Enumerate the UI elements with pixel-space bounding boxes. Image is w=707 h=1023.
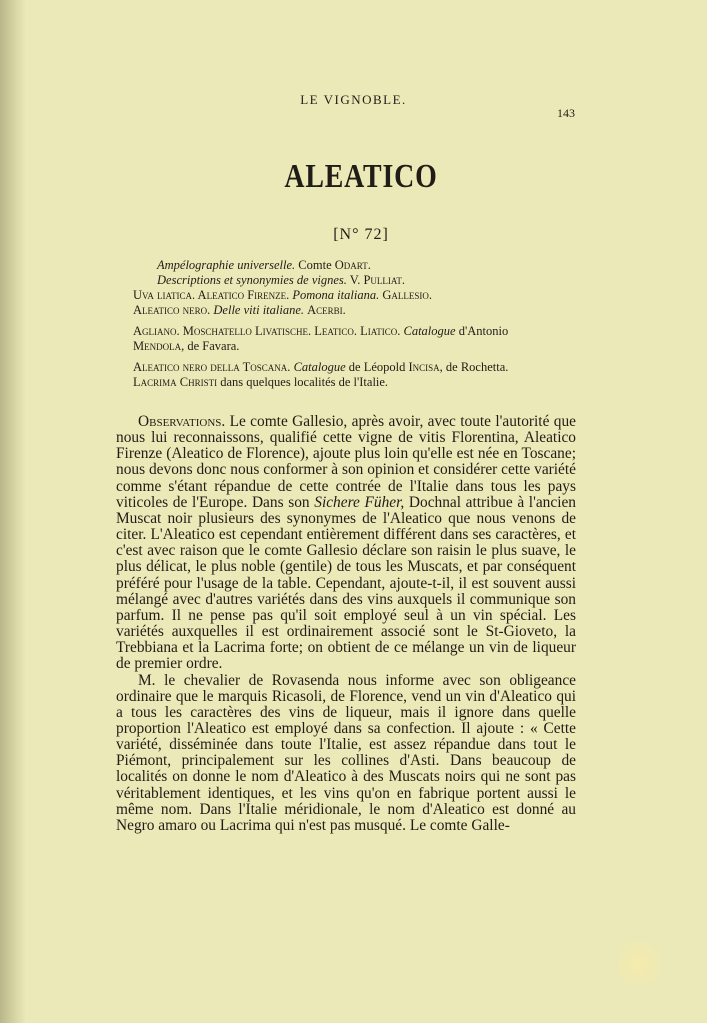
reference-text: Gallesio. [382,288,432,302]
observations-lead: Observations. [138,413,226,430]
reference-text: Pulliat. [363,273,406,287]
reference-text: Lacrima Christi [133,375,218,389]
reference-text: Delle viti italiane. [213,303,305,317]
reference-text: de Rochetta. [442,360,509,374]
reference-line [133,375,573,390]
reference-text: Catalogue [403,324,456,338]
reference-line [133,360,573,375]
reference-text: Acerbi. [307,303,346,317]
running-head: LE VIGNOBLE. [300,92,407,107]
reference-text: Agliano. Moschatello Livatische. Leatico. Liatico. [133,324,401,338]
reference-text: Odart. [334,258,371,272]
reference-text: Catalogue [293,360,346,374]
reference-text: V. [346,273,364,287]
reference-line [133,273,573,288]
reference-list [133,258,573,390]
book-title: Sichere Füher, [314,493,405,511]
reference-line [133,339,573,354]
reference-text: Aleatico nero della Toscana. [133,360,291,374]
reference-text: Uva liatica. Aleatico Firenze. [133,288,290,302]
paragraph-rovasenda: M. le chevalier de Rovasenda nous informe avec son obligeance ordinaire que le marquis Ricasoli, de Florence, vend un vin d'Aleatico qui a tous les caractères des vins de liqueur, mais il ignore dans quelle proportion l'Aleatico est employé dans sa confection. Il ajoute : « Cette variété, disséminée dans toute l'Italie, est assez répandue dans tout le Piémont, principalement sur les collines d'Asti. Dans beaucoup de localités on donne le nom d'Aleatico à des Muscats noirs qui ne sont pas véritablement identiques, et les vins qu'on en fabrique portent aussi le même nom. Dans l'Italie méridionale, le nom d'Aleatico est donné au Negro amaro ou Lacrima qui n'est pas musqué. Le comte Galle- [116,671,576,834]
reference-text: Mendola, [133,339,185,353]
reference-text: Incisa, [408,360,443,374]
body-text [116,414,576,834]
reference-text: Ampélographie universelle. [157,258,296,272]
page-stain [618,940,668,984]
page-gutter-shadow [0,0,26,1023]
reference-line [133,303,573,318]
reference-text: Descriptions et synonymies de vignes. [157,273,347,287]
reference-text: d'Antonio [455,324,509,338]
reference-text: Comte [295,258,335,272]
reference-text: Aleatico nero. [133,303,211,317]
reference-line [133,258,573,273]
reference-line [133,324,573,339]
chapter-title: ALEATICO [284,158,438,195]
page-number: 143 [557,106,575,120]
reference-text: dans quelques localités de l'Italie. [217,375,389,389]
reference-line [133,288,573,303]
reference-text: de Léopold [345,360,409,374]
paragraph-observations [116,414,576,673]
reference-text: Pomona italiana. [292,288,380,302]
reference-text: de Favara. [184,339,240,353]
entry-number: [N° 72] [333,226,389,243]
paragraph-text: Le comte Gallesio, après avoir, avec toute l'autorité que nous lui reconnaissons, qualifié cette vigne de vitis Florentina, Aleatico Firenze (Aleatico de Florence), ajoute plus loin qu'elle est née en Toscane; nous devons donc nous conformer à son opinion et considérer cette variété comme s'étant répandue de cette contrée de l'Italie dans tous les pays viticoles de l'Europe. Dans son [116,413,576,511]
paragraph-text: Dochnal attribue à l'ancien Muscat noir plusieurs des synonymes de l'Aleatico que nous venons de citer. L'Aleatico est cependant entièrement différent dans ses caractères, et c'est avec raison que le comte Gallesio déclare son raisin le plus suave, le plus délicat, le plus noble (gentile) de tous les Muscats, et par conséquent préféré pour l'usage de la table. Cependant, ajoute-t-il, il est souvent aussi mélangé avec d'autres variétés dans des vins auxquels il communique son parfum. Il ne pense pas qu'il soit employé seul à un vin spécial. Les variétés auxquelles il est ordinairement associé sont le St-Gioveto, la Trebbiana et la Lacrima forte; on obtient de ce mélange un vin de liqueur de premier ordre. [116,493,576,673]
